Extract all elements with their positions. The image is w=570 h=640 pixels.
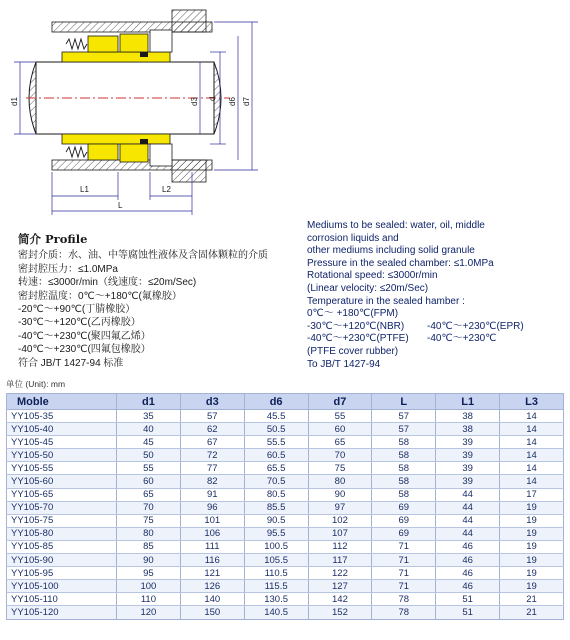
table-cell: 95 [117, 567, 181, 580]
table-cell: 67 [180, 436, 244, 449]
table-cell: 58 [372, 449, 436, 462]
profile-en-line: 0℃～ +180℃(FPM) [307, 308, 399, 320]
header-d6: d6 [244, 394, 308, 410]
temp-epr: -40℃～+230℃(EPR) [427, 320, 524, 332]
table-cell: 75 [117, 514, 181, 527]
label-d7: d7 [242, 97, 251, 106]
profile-cn-line: -20℃～+90℃(丁腈橡胶） [18, 304, 136, 316]
table-cell: 44 [436, 527, 500, 540]
table-cell: 121 [180, 567, 244, 580]
table-cell: 38 [436, 410, 500, 423]
profile-en-line: To JB/T 1427-94 [307, 358, 381, 370]
table-cell: 44 [436, 501, 500, 514]
table-cell: 82 [180, 475, 244, 488]
stationary-seat-bottom [150, 144, 172, 166]
table-cell: 65.5 [244, 462, 308, 475]
table-cell: 40 [117, 423, 181, 436]
header-model: Moble [7, 394, 117, 410]
table-cell: 38 [436, 423, 500, 436]
temp-ptfe-cover: -40℃～+230℃ [427, 333, 497, 345]
table-cell: 97 [308, 501, 372, 514]
table-cell: YY105-40 [7, 423, 117, 436]
table-cell: 57 [372, 423, 436, 436]
spring-housing-bottom [88, 144, 118, 160]
table-cell: 19 [500, 554, 564, 567]
table-row [7, 449, 564, 462]
header-l: L [372, 394, 436, 410]
table-row [7, 527, 564, 540]
table-cell: 44 [436, 488, 500, 501]
table-cell: 72 [180, 449, 244, 462]
profile-cn-line: 转速：≤3000r/min（线速度：≤20m/Sec) [18, 277, 197, 289]
table-cell: 71 [372, 567, 436, 580]
table-cell: 65 [308, 436, 372, 449]
table-cell: 71 [372, 580, 436, 593]
table-cell: 55.5 [244, 436, 308, 449]
table-cell: 55 [117, 462, 181, 475]
table-cell: 80 [117, 527, 181, 540]
profile-en-line: corrosion liquids and [307, 232, 399, 244]
gland-top [172, 10, 206, 32]
table-cell: 69 [372, 527, 436, 540]
table-cell: 90 [308, 488, 372, 501]
table-row [7, 488, 564, 501]
table-cell: 60.5 [244, 449, 308, 462]
table-cell: 45.5 [244, 410, 308, 423]
o-ring-bottom [140, 139, 148, 144]
label-l2: L2 [162, 185, 171, 194]
table-cell: 101 [180, 514, 244, 527]
profile-en-line: Rotational speed: ≤3000r/min [307, 270, 438, 282]
table-cell: 78 [372, 593, 436, 606]
table-cell: 105.5 [244, 554, 308, 567]
table-cell: 75 [308, 462, 372, 475]
table-cell: 51 [436, 606, 500, 619]
table-cell: 111 [180, 540, 244, 553]
seal-cross-section-drawing [0, 0, 300, 225]
profile-en-line: (PTFE cover rubber) [307, 345, 399, 357]
label-d1: d1 [10, 97, 19, 106]
table-cell: 110.5 [244, 567, 308, 580]
table-cell: 19 [500, 527, 564, 540]
table-cell: 46 [436, 580, 500, 593]
profile-en-temp-row [307, 333, 567, 346]
table-cell: 57 [180, 410, 244, 423]
table-cell: 142 [308, 593, 372, 606]
table-cell: 21 [500, 606, 564, 619]
label-d6: d6 [228, 97, 237, 106]
table-cell: YY105-60 [7, 475, 117, 488]
table-body [7, 410, 564, 620]
temp-nbr: -30℃～+120℃(NBR) [307, 320, 405, 332]
label-l1: L1 [80, 185, 89, 194]
profile-cn-line: -30℃～+120℃(乙丙橡胶） [18, 317, 141, 329]
table-cell: 130.5 [244, 593, 308, 606]
profile-cn-line: -40℃～+230℃(四氟包橡胶） [18, 344, 151, 356]
table-cell: 69 [372, 514, 436, 527]
table-cell: YY105-80 [7, 527, 117, 540]
spec-table [6, 393, 564, 620]
table-cell: 14 [500, 436, 564, 449]
header-l3: L3 [500, 394, 564, 410]
table-cell: 58 [372, 462, 436, 475]
table-row [7, 580, 564, 593]
profile-en-line: Pressure in the sealed chamber: ≤1.0MPa [307, 257, 494, 269]
table-cell: 46 [436, 554, 500, 567]
unit-label: 单位 (Unit): mm [6, 379, 66, 389]
profile-title: 简介 Profile [18, 232, 88, 246]
profile-cn-line: -40℃～+230℃(聚四氟乙烯） [18, 330, 151, 342]
header-d3: d3 [180, 394, 244, 410]
table-cell: 107 [308, 527, 372, 540]
table-cell: 14 [500, 449, 564, 462]
table-cell: 115.5 [244, 580, 308, 593]
table-cell: 60 [308, 423, 372, 436]
table-header-row [7, 394, 564, 410]
profile-en-line: other mediums including solid granule [307, 245, 475, 257]
table-cell: 19 [500, 540, 564, 553]
table-cell: 100.5 [244, 540, 308, 553]
table-row [7, 501, 564, 514]
o-ring-top [140, 52, 148, 57]
profile-cn-line: 密封腔温度：0℃～+180℃(氟橡胶） [18, 290, 182, 302]
table-cell: 14 [500, 475, 564, 488]
table-cell: YY105-75 [7, 514, 117, 527]
table-cell: YY105-35 [7, 410, 117, 423]
table-cell: 19 [500, 501, 564, 514]
table-cell: 91 [180, 488, 244, 501]
table-cell: YY105-120 [7, 606, 117, 619]
stationary-seat-top [150, 30, 172, 52]
table-cell: 69 [372, 501, 436, 514]
table-cell: 102 [308, 514, 372, 527]
table-cell: 35 [117, 410, 181, 423]
label-l: L [118, 201, 123, 210]
spring-housing-top [88, 36, 118, 52]
table-cell: 58 [372, 436, 436, 449]
table-cell: 57 [372, 410, 436, 423]
spring-bottom [66, 147, 87, 157]
table-cell: 70.5 [244, 475, 308, 488]
table-cell: 19 [500, 514, 564, 527]
table-cell: 44 [436, 514, 500, 527]
table-cell: 46 [436, 540, 500, 553]
table-cell: 127 [308, 580, 372, 593]
rotating-ring-bottom [120, 144, 148, 162]
table-row [7, 514, 564, 527]
table-row [7, 423, 564, 436]
table-cell: 55 [308, 410, 372, 423]
profile-en-line: (Linear velocity: ≤20m/Sec) [307, 282, 429, 294]
table-cell: YY105-45 [7, 436, 117, 449]
table-row [7, 410, 564, 423]
table-cell: 71 [372, 554, 436, 567]
profile-cn-line: 密封腔压力：≤1.0MPa [18, 263, 118, 275]
table-cell: 150 [180, 606, 244, 619]
table-cell: 51 [436, 593, 500, 606]
table-cell: 116 [180, 554, 244, 567]
table-cell: 39 [436, 462, 500, 475]
header-d7: d7 [308, 394, 372, 410]
table-row [7, 593, 564, 606]
table-cell: YY105-85 [7, 540, 117, 553]
spring-top [66, 39, 87, 49]
table-cell: 78 [372, 606, 436, 619]
profile-en [307, 220, 567, 371]
table-cell: 65 [117, 488, 181, 501]
table-cell: YY105-95 [7, 567, 117, 580]
label-d3: d3 [190, 97, 199, 106]
table-cell: 90.5 [244, 514, 308, 527]
table-row [7, 554, 564, 567]
table-cell: 14 [500, 410, 564, 423]
table-cell: 21 [500, 593, 564, 606]
table-cell: 46 [436, 567, 500, 580]
seal-sleeve-top [62, 52, 170, 62]
table-cell: 14 [500, 462, 564, 475]
table-cell: 112 [308, 540, 372, 553]
table-cell: 122 [308, 567, 372, 580]
profile-cn-line: 符合 JB/T 1427-94 标准 [18, 357, 124, 369]
table-cell: 140 [180, 593, 244, 606]
table-cell: YY105-65 [7, 488, 117, 501]
table-cell: YY105-70 [7, 501, 117, 514]
table-cell: 90 [117, 554, 181, 567]
table-cell: YY105-55 [7, 462, 117, 475]
table-cell: YY105-90 [7, 554, 117, 567]
temp-ptfe: -40℃～+230℃(PTFE) [307, 333, 409, 345]
table-cell: 71 [372, 540, 436, 553]
header-l1: L1 [436, 394, 500, 410]
table-cell: 14 [500, 423, 564, 436]
table-cell: 58 [372, 488, 436, 501]
table-row [7, 475, 564, 488]
table-cell: 50 [117, 449, 181, 462]
table-cell: 152 [308, 606, 372, 619]
table-cell: YY105-110 [7, 593, 117, 606]
profile-en-temp-row [307, 321, 567, 334]
table-row [7, 462, 564, 475]
table-cell: 106 [180, 527, 244, 540]
table-cell: 95.5 [244, 527, 308, 540]
table-cell: 117 [308, 554, 372, 567]
table-cell: 19 [500, 580, 564, 593]
profile-cn [18, 233, 288, 370]
table-cell: 19 [500, 567, 564, 580]
profile-en-line: Temperature in the sealed hamber : [307, 295, 465, 307]
profile-cn-line: 密封介质：水、油、中等腐蚀性液体及含固体颗粒的介质 [18, 250, 268, 262]
table-cell: 60 [117, 475, 181, 488]
table-cell: 39 [436, 436, 500, 449]
table-cell: 80 [308, 475, 372, 488]
header-d1: d1 [117, 394, 181, 410]
table-cell: 126 [180, 580, 244, 593]
table-cell: 62 [180, 423, 244, 436]
table-cell: 70 [117, 501, 181, 514]
table-cell: 50.5 [244, 423, 308, 436]
table-cell: 100 [117, 580, 181, 593]
label-d: d [208, 96, 217, 101]
table-row [7, 567, 564, 580]
table-cell: 58 [372, 475, 436, 488]
table-cell: 140.5 [244, 606, 308, 619]
gland-bottom [172, 160, 206, 182]
table-cell: YY105-100 [7, 580, 117, 593]
table-cell: 77 [180, 462, 244, 475]
table-cell: 110 [117, 593, 181, 606]
table-cell: 45 [117, 436, 181, 449]
table-cell: YY105-50 [7, 449, 117, 462]
table-cell: 39 [436, 475, 500, 488]
table-row [7, 436, 564, 449]
table-cell: 85 [117, 540, 181, 553]
table-cell: 85.5 [244, 501, 308, 514]
table-cell: 120 [117, 606, 181, 619]
table-cell: 70 [308, 449, 372, 462]
table-row [7, 606, 564, 619]
table-cell: 39 [436, 449, 500, 462]
seal-sleeve-bottom [62, 134, 170, 144]
table-cell: 80.5 [244, 488, 308, 501]
rotating-ring-top [120, 34, 148, 52]
table-row [7, 540, 564, 553]
table-cell: 17 [500, 488, 564, 501]
table-cell: 96 [180, 501, 244, 514]
profile-en-line: Mediums to be sealed: water, oil, middle [307, 220, 485, 231]
